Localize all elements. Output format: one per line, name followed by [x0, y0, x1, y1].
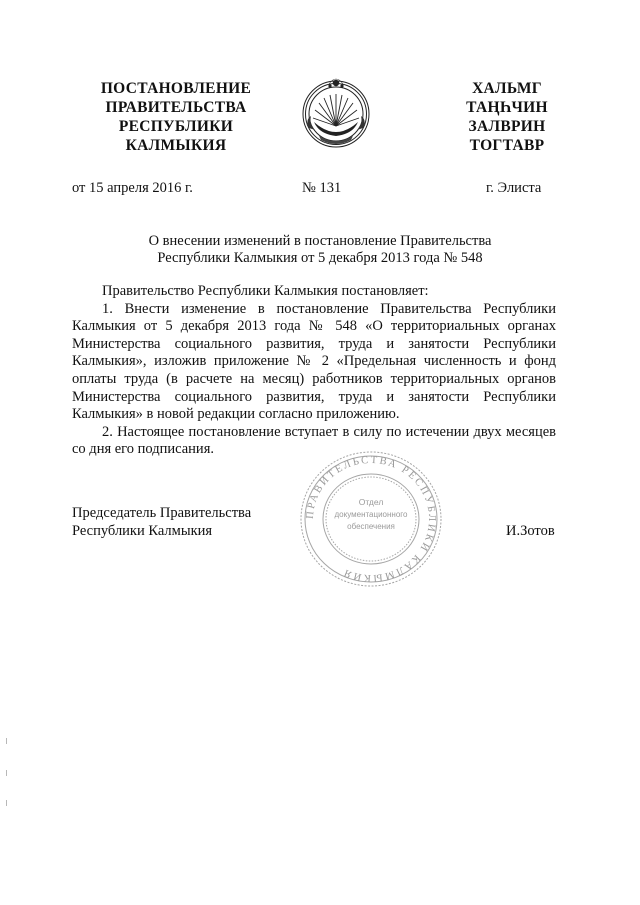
header-right-line: ХАЛЬМГ	[472, 80, 542, 97]
header-left-line: ПРАВИТЕЛЬСТВА	[105, 99, 247, 116]
signatory-name: И.Зотов	[506, 523, 555, 539]
office-stamp	[297, 449, 445, 589]
stamp-center-line: Отдел	[358, 497, 384, 507]
header-right-line: ЗАЛВРИН	[468, 118, 546, 135]
stamp-ring-text: ПРАВИТЕЛЬСТВА РЕСПУБЛИКИ КАЛМЫКИЯ	[304, 454, 438, 584]
header-title-kalmyk	[452, 79, 562, 155]
scan-artifact	[6, 738, 7, 744]
body-intro: Правительство Республики Калмыкия постановляет:	[102, 283, 429, 299]
header-right-line: ТОГТАВР	[469, 137, 545, 154]
document-city: г. Элиста	[486, 180, 542, 196]
header-left-line: ПОСТАНОВЛЕНИЕ	[100, 80, 252, 97]
stamp-center-line: документационного	[334, 510, 408, 519]
subject-line: О внесении изменений в постановление Правительства	[148, 233, 492, 249]
scan-artifact	[6, 800, 7, 806]
kalmykia-emblem-icon	[299, 72, 373, 152]
subject-line: Республики Калмыкия от 5 декабря 2013 года № 548	[157, 250, 483, 266]
document-number: № 131	[302, 180, 342, 196]
header-right-line: ТАҢҺЧИН	[466, 99, 548, 116]
stamp-center-line: обеспечения	[347, 522, 395, 531]
header-title-russian	[96, 79, 256, 155]
scan-artifact	[6, 770, 7, 776]
signatory-position-line: Председатель Правительства	[72, 505, 252, 521]
body-item-2: 2. Настоящее постановление вступает в силу по истечении двух месяцев со дня его подписания.	[72, 423, 556, 458]
header-left-line: КАЛМЫКИЯ	[125, 137, 227, 154]
signatory-position	[72, 505, 251, 540]
document-subject	[72, 233, 568, 267]
signatory-position-line: Республики Калмыкия	[72, 522, 213, 539]
header-left-line: РЕСПУБЛИКИ	[118, 118, 234, 135]
document-body	[72, 283, 556, 459]
body-item-1: 1. Внести изменение в постановление Правительства Республики Калмыкия от 5 декабря 2013 года № 548 «О территориальных органах Министерства социального развития, труда и занятости Республики Калмыкия», изложив приложение № 2 «Предельная численность и фонд оплаты труда (в расчете на месяц) работников территориальных органов Министерства социального развития, труда и занятости Республики Калмыкия» в новой редакции согласно приложению.	[72, 300, 556, 423]
document-date: от 15 апреля 2016 г.	[72, 180, 193, 196]
